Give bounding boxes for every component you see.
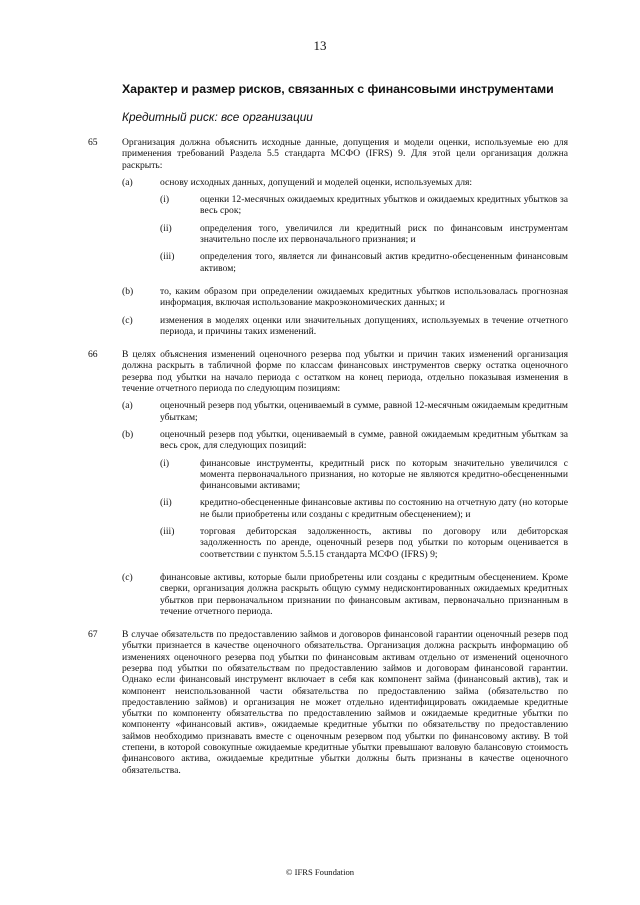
sub-item-text: оценки 12-месячных ожидаемых кредитных убытков и ожидаемых кредитных убытков за весь срок;: [200, 194, 568, 217]
sub-item-label: (i): [160, 457, 170, 469]
sub-item-label: (i): [160, 194, 170, 206]
list-item-label: (a): [122, 400, 133, 412]
paragraph: [88, 137, 568, 343]
sub-item: [160, 251, 568, 274]
list-item-body: [160, 400, 568, 423]
list-item-text: оценочный резерв под убытки, оцениваемый в сумме, равной ожидаемым кредитным убыткам за весь срок, для следующих позиций:: [160, 428, 568, 452]
sub-list: [160, 458, 568, 560]
paragraph-number: 65: [88, 137, 98, 148]
sub-item: [160, 223, 568, 246]
list-item-text: основу исходных данных, допущений и моделей оценки, используемых для:: [160, 176, 473, 188]
section-heading: Характер и размер рисков, связанных с финансовыми инструментами: [122, 82, 554, 96]
sub-item-text: определения того, является ли финансовый актив кредитно-обесцененным финансовым активом;: [200, 251, 568, 274]
sub-item-label: (iii): [160, 526, 175, 538]
page-number: 13: [313, 38, 327, 53]
paragraph-body: [122, 137, 568, 343]
paragraph-body: [122, 629, 568, 782]
list-item-label: (c): [122, 571, 133, 583]
sub-item: [160, 526, 568, 560]
list-item: [122, 400, 568, 423]
sub-list: [160, 194, 568, 274]
paragraph: [88, 629, 568, 782]
list-item-label: (b): [122, 285, 134, 297]
list-item-body: [160, 315, 568, 338]
paragraph-number: 66: [88, 349, 98, 361]
paragraph-number: 67: [88, 629, 98, 641]
paragraph-text: В случае обязательств по предоставлению займов и договоров финансовой гарантии оценочный резерв под убытки признается в качестве оценочного обязательства. Организация должна раскрыть информацию об изменениях оценочного резерва под убытки по финансовым активам отдельно от изменений оценочного резерва под убытки по обязательствам по предоставлению займов и договорам финансовой гарантии. Однако если финансовый инструмент включает в себя как компонент займа (финансовый актив), так и компонент неиспользованной части обязательства по предоставлению займа (обязательство по предоставлению займов) и организация не может отдельно идентифицировать ожидаемые кредитные убытки по компоненту обязательства по предоставлению займов и ожидаемые кредитные убытки по компоненту «финансовый актив», ожидаемые кредитные убытки по обязательству по предоставлению займов необходимо признавать вместе с оценочным резервом под убытки по финансовому активу. В той степени, в которой совокупные ожидаемые кредитные убытки превышают валовую балансовую стоимость финансового актива, ожидаемые кредитные убытки должны быть признаны в качестве оценочного обязательства.: [122, 629, 568, 776]
document-body: [88, 137, 568, 788]
list-item-label: (b): [122, 428, 134, 440]
sub-item: [160, 194, 568, 217]
paragraph-text: В целях объяснения изменений оценочного резерва под убытки и причин таких изменений организация должна раскрыть в табличной форме по классам финансовых инструментов сверку остатка оценочного резерва под убытки на начало периода с остатком на конец периода, отдельно показывая изменения в течение отчетного периода по следующим позициям:: [122, 349, 568, 395]
list-item: [122, 315, 568, 338]
sub-item-text: определения того, увеличился ли кредитный риск по финансовым инструментам значительно после их первоначального признания; и: [200, 222, 568, 246]
sub-item-text: финансовые инструменты, кредитный риск по которым значительно увеличился с момента первоначального признания, но которые не являются кредитно-обесцененными финансовыми активами;: [200, 457, 568, 492]
list-item-text: оценочный резерв под убытки, оцениваемый в сумме, равной 12-месячным ожидаемым кредитным убыткам;: [160, 400, 568, 423]
sub-item-text: кредитно-обесцененные финансовые активы по состоянию на отчетную дату (но которые не были приобретены или созданы с кредитным обесценением); и: [200, 497, 568, 520]
sub-item-label: (ii): [160, 222, 172, 234]
sub-item-label: (ii): [160, 497, 172, 509]
list-item-label: (c): [122, 314, 133, 326]
sub-item-text: торговая дебиторская задолженность, активы по договору или дебиторская задолженность по аренде, оценочный резерв под убытки по которым оценивается в соответствии с пунктом 5.5.15 стандарта МСФО (IFRS) 9;: [200, 526, 568, 560]
list-item: [122, 429, 568, 566]
list-item: [122, 572, 568, 617]
list-item-body: [160, 177, 568, 280]
subheading: Кредитный риск: все организации: [122, 110, 313, 124]
list-item-text: изменения в моделях оценки или значительных допущениях, используемых в течение отчетного периода, и причины таких изменений.: [160, 314, 568, 337]
list-item-label: (a): [122, 176, 133, 188]
paragraph: [88, 349, 568, 623]
sub-item-label: (iii): [160, 251, 175, 263]
footer-copyright: © IFRS Foundation: [285, 867, 355, 877]
list-item: [122, 286, 568, 309]
sub-item: [160, 497, 568, 520]
list-item-text: то, каким образом при определении ожидаемых кредитных убытков использовалась прогнозная информация, включая использование макроэкономических данных; и: [160, 285, 568, 309]
list-item-body: [160, 429, 568, 566]
list-item-body: [160, 572, 568, 617]
list-item-body: [160, 286, 568, 309]
paragraph-body: [122, 349, 568, 623]
paragraph-text: Организация должна объяснить исходные данные, допущения и модели оценки, используемые ею для применения требований Раздела 5.5 стандарта МСФО (IFRS) 9. Для этой цели организация должна раскрыть:: [122, 137, 568, 171]
list-item: [122, 177, 568, 280]
sub-item: [160, 458, 568, 492]
list-item-text: финансовые активы, которые были приобретены или созданы с кредитным обесценением. Кроме сверки, организация должна раскрыть общую сумму недисконтированных ожидаемых кредитных убытков при первоначальном признании по финансовым активам, первоначально признанным в течение отчетного периода.: [160, 571, 568, 617]
